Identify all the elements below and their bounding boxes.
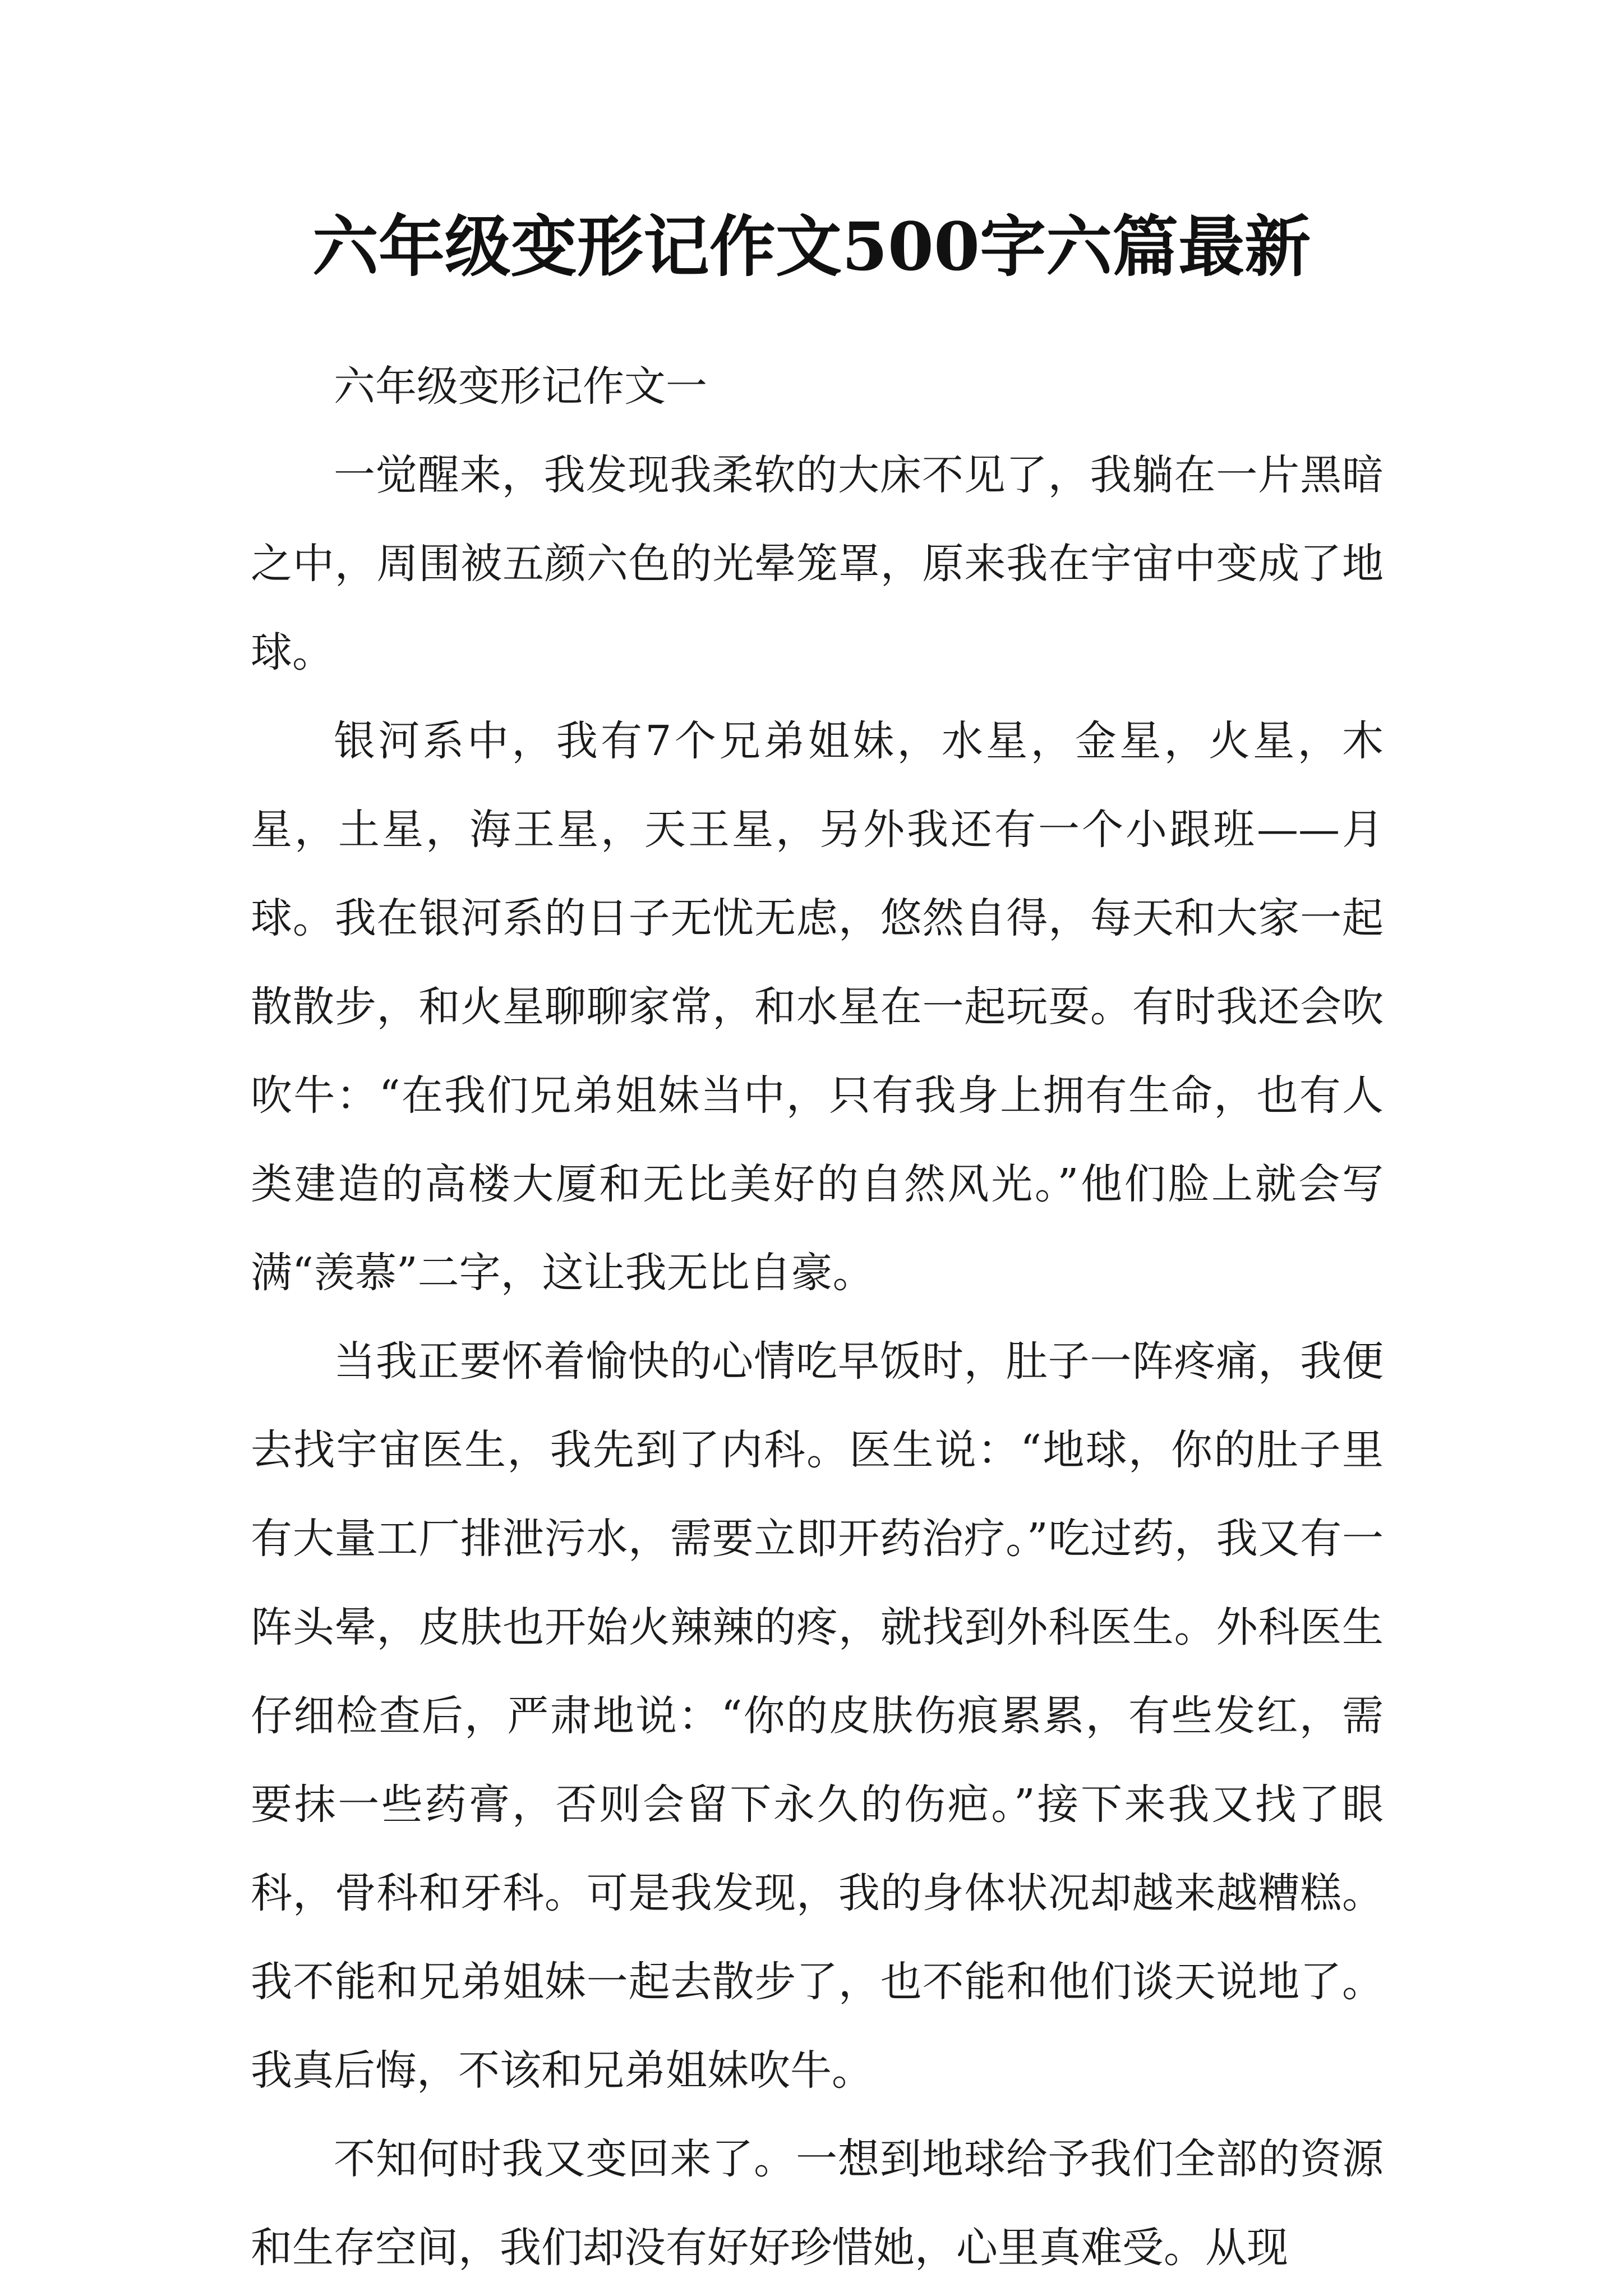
document-body xyxy=(251,342,1384,2292)
paragraph: 当我正要怀着愉快的心情吃早饭时，肚子一阵疼痛，我便去找宇宙医生，我先到了内科。医生说：“地球，你的肚子里有大量工厂排泄污水，需要立即开药治疗。”吃过药，我又有一阵头晕，皮肤也开始火辣辣的疼，就找到外科医生。外科医生仔细检查后，严肃地说：“你的皮肤伤痕累累，有些发红，需要抹一些药膏，否则会留下永久的伤疤。”接下来我又找了眼科，骨科和牙科。可是我发现，我的身体状况却越来越糟糕。我不能和兄弟姐妹一起去散步了，也不能和他们谈天说地了。我真后悔，不该和兄弟姐妹吹牛。 xyxy=(251,1337,1384,2095)
paragraph: 不知何时我又变回来了。一想到地球给予我们全部的资源和生存空间，我们却没有好好珍惜她，心里真难受。从现 xyxy=(251,2135,1384,2272)
paragraph: 银河系中，我有7个兄弟姐妹，水星，金星，火星，木星，土星，海王星，天王星，另外我还有一个小跟班——月球。我在银河系的日子无忧无虑，悠然自得，每天和大家一起散散步，和火星聊聊家常，和水星在一起玩耍。有时我还会吹吹牛：“在我们兄弟姐妹当中，只有我身上拥有生命，也有人类建造的高楼大厦和无比美好的自然风光。”他们脸上就会写满“羡慕”二字，这让我无比自豪。 xyxy=(251,717,1384,1297)
paragraph: 一觉醒来，我发现我柔软的大床不见了，我躺在一片黑暗之中，周围被五颜六色的光晕笼罩，原来我在宇宙中变成了地球。 xyxy=(251,451,1384,677)
document-title: 六年级变形记作文500字六篇最新 xyxy=(312,208,1311,286)
section-heading: 六年级变形记作文一 xyxy=(334,362,707,411)
